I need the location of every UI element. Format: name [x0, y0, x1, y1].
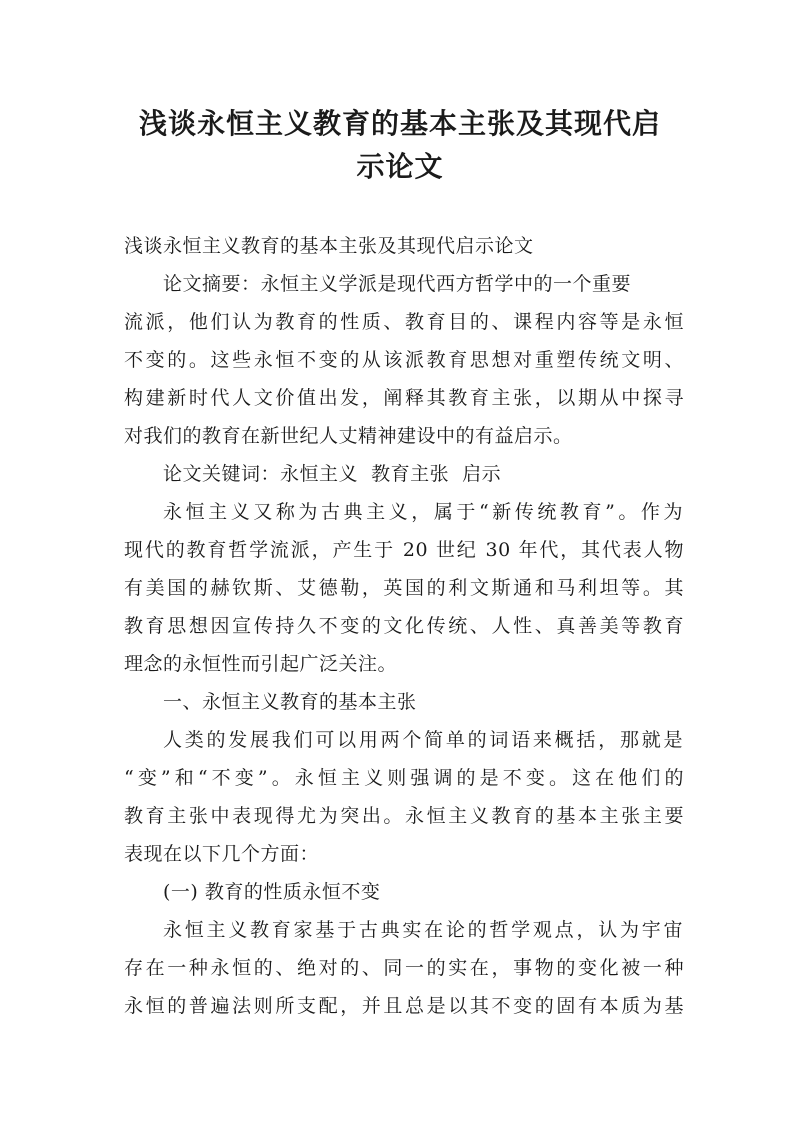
text-line: 教育思想因宣传持久不变的文化传统、人性、真善美等教育: [124, 615, 684, 637]
text-line: 永恒主义教育家基于古典实在论的哲学观点，认为宇宙: [163, 919, 683, 941]
text-line: 有美国的赫钦斯、艾德勒，英国的利文斯通和马利坦等。其: [124, 577, 684, 599]
title-line-1: 浅谈永恒主义教育的基本主张及其现代启: [138, 107, 661, 140]
text-line: 永恒的普遍法则所支配，并且总是以其不变的固有本质为基: [124, 995, 684, 1017]
text-line-doc-title: 浅谈永恒主义教育的基本主张及其现代启示论文: [124, 235, 534, 257]
text-line: 人类的发展我们可以用两个简单的词语来概括，那就是: [163, 729, 683, 751]
text-line: 对我们的教育在新世纪人丈精神建设中的有益启示。: [124, 425, 573, 447]
subsection-heading: (一) 教育的性质永恒不变: [163, 881, 381, 903]
text-line-keywords: 论文关键词：永恒主义 教育主张 启示: [163, 463, 502, 485]
text-line: 教育主张中表现得尤为突出。永恒主义教育的基本主张主要: [124, 805, 684, 827]
text-line: 现代的教育哲学流派，产生于 20 世纪 30 年代，其代表人物: [124, 539, 684, 561]
text-line: 永恒主义又称为古典主义，属于“新传统教育”。作为: [163, 501, 683, 523]
text-line: 理念的永恒性而引起广泛关注。: [124, 653, 398, 675]
text-line: 构建新时代人文价值出发，阐释其教育主张，以期从中探寻: [124, 387, 684, 409]
text-line: 流派，他们认为教育的性质、教育目的、课程内容等是永恒: [124, 311, 684, 333]
section-heading: 一、永恒主义教育的基本主张: [163, 691, 417, 713]
text-line: 不变的。这些永恒不变的从该派教育思想对重塑传统文明、: [124, 349, 684, 371]
title-line-2: 示论文: [356, 150, 444, 183]
text-line: “变”和“不变”。永恒主义则强调的是不变。这在他们的: [124, 767, 684, 789]
text-line: 存在一种永恒的、绝对的、同一的实在，事物的变化被一种: [124, 957, 684, 979]
text-line: 表现在以下几个方面：: [124, 843, 320, 865]
text-line-abstract-start: 论文摘要：永恒主义学派是现代西方哲学中的一个重要: [163, 273, 632, 295]
